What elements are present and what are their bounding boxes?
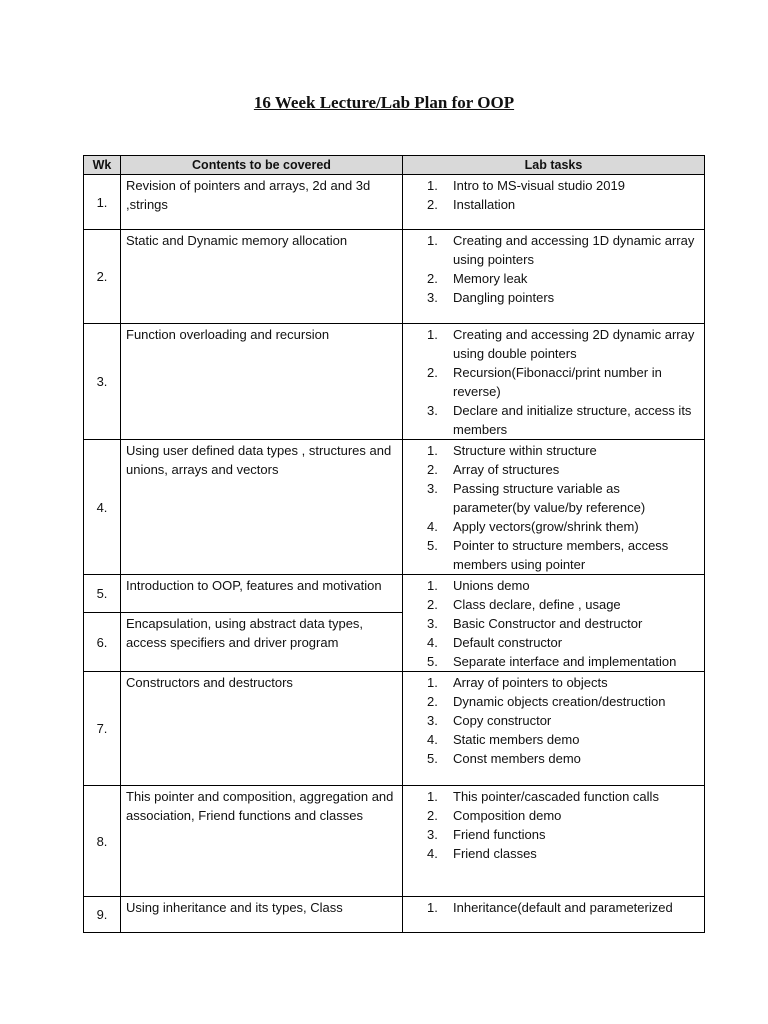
lab-task-item	[427, 898, 699, 917]
lab-tasks-cell	[403, 672, 705, 786]
lab-task-item	[427, 176, 699, 195]
contents-cell: Introduction to OOP, features and motivation	[121, 575, 403, 613]
lab-task-item	[427, 231, 699, 269]
contents-cell: This pointer and composition, aggregation and association, Friend functions and classes	[121, 786, 403, 897]
lab-task-text: Memory leak	[453, 271, 528, 286]
lab-task-text: Array of pointers to objects	[453, 675, 608, 690]
lab-task-item	[427, 576, 699, 595]
lab-task-number: 3.	[427, 713, 438, 728]
lab-tasks-cell	[403, 575, 705, 672]
lab-task-number: 1.	[427, 900, 438, 915]
lab-task-number: 3.	[427, 481, 438, 496]
lab-task-text: Creating and accessing 1D dynamic array using pointers	[453, 233, 695, 267]
lab-task-item	[427, 269, 699, 288]
week-number-cell: 8.	[84, 786, 121, 897]
table-row	[84, 175, 705, 230]
table-row	[84, 672, 705, 786]
lab-tasks-cell	[403, 786, 705, 897]
lab-task-item	[427, 479, 699, 517]
lab-task-number: 2.	[427, 271, 438, 286]
lab-task-text: Creating and accessing 2D dynamic array using double pointers	[453, 327, 695, 361]
lab-task-number: 1.	[427, 578, 438, 593]
lab-task-text: Structure within structure	[453, 443, 597, 458]
lab-task-item	[427, 517, 699, 536]
lab-task-list	[427, 325, 699, 439]
lab-task-list	[427, 231, 699, 307]
lab-tasks-cell	[403, 230, 705, 324]
lab-task-text: Recursion(Fibonacci/print number in reverse)	[453, 365, 662, 399]
table-row	[84, 786, 705, 897]
lab-task-text: Intro to MS-visual studio 2019	[453, 178, 625, 193]
contents-cell: Using user defined data types , structures and unions, arrays and vectors	[121, 440, 403, 575]
lab-task-number: 1.	[427, 675, 438, 690]
lab-task-item	[427, 460, 699, 479]
lab-task-number: 3.	[427, 616, 438, 631]
lab-task-item	[427, 195, 699, 214]
lab-task-text: Unions demo	[453, 578, 530, 593]
lab-task-text: Dynamic objects creation/destruction	[453, 694, 666, 709]
contents-cell: Function overloading and recursion	[121, 324, 403, 440]
lab-task-number: 4.	[427, 732, 438, 747]
lab-task-item	[427, 536, 699, 574]
lab-task-text: Separate interface and implementation	[453, 654, 677, 669]
lab-task-text: Installation	[453, 197, 516, 212]
lab-task-text: Friend classes	[453, 846, 537, 861]
lab-task-text: Passing structure variable as parameter(by value/by reference)	[453, 481, 646, 515]
lab-task-text: Const members demo	[453, 751, 581, 766]
lab-task-number: 2.	[427, 597, 438, 612]
table-row	[84, 230, 705, 324]
lab-task-item	[427, 401, 699, 439]
contents-cell: Constructors and destructors	[121, 672, 403, 786]
week-number-cell: 7.	[84, 672, 121, 786]
lab-task-list	[427, 673, 699, 768]
table-row	[84, 897, 705, 933]
lab-task-list	[427, 441, 699, 574]
lab-task-number: 5.	[427, 751, 438, 766]
lab-task-list	[427, 787, 699, 863]
lab-task-item	[427, 692, 699, 711]
lab-task-text: Friend functions	[453, 827, 546, 842]
week-number-cell: 9.	[84, 897, 121, 933]
lab-task-text: Dangling pointers	[453, 290, 555, 305]
contents-cell: Encapsulation, using abstract data types, access specifiers and driver program	[121, 613, 403, 672]
lab-task-text: Static members demo	[453, 732, 580, 747]
week-number-cell: 2.	[84, 230, 121, 324]
lab-task-item	[427, 806, 699, 825]
lab-plan-table	[83, 155, 705, 933]
lab-task-item	[427, 844, 699, 863]
week-number-cell: 6.	[84, 613, 121, 672]
lab-task-number: 2.	[427, 694, 438, 709]
lab-tasks-cell	[403, 324, 705, 440]
lab-task-number: 1.	[427, 233, 438, 248]
lab-tasks-cell	[403, 175, 705, 230]
lab-task-item	[427, 325, 699, 363]
lab-task-list	[427, 576, 699, 671]
lab-task-text: Apply vectors(grow/shrink them)	[453, 519, 639, 534]
lab-task-text: This pointer/cascaded function calls	[453, 789, 659, 804]
lab-tasks-cell	[403, 440, 705, 575]
header-lab-tasks: Lab tasks	[403, 156, 705, 175]
lab-task-number: 1.	[427, 327, 438, 342]
lab-task-item	[427, 595, 699, 614]
table-body	[84, 175, 705, 933]
lab-task-text: Array of structures	[453, 462, 560, 477]
lab-task-number: 2.	[427, 197, 438, 212]
week-number-cell: 3.	[84, 324, 121, 440]
table-row	[84, 575, 705, 613]
lab-task-text: Copy constructor	[453, 713, 552, 728]
header-wk: Wk	[84, 156, 121, 175]
lab-task-number: 1.	[427, 443, 438, 458]
lab-task-number: 3.	[427, 290, 438, 305]
contents-cell: Revision of pointers and arrays, 2d and 3d ,strings	[121, 175, 403, 230]
table-header-row	[84, 156, 705, 175]
lab-task-item	[427, 787, 699, 806]
lab-task-number: 4.	[427, 635, 438, 650]
lab-task-number: 1.	[427, 789, 438, 804]
lab-task-list	[427, 176, 699, 214]
lab-task-item	[427, 363, 699, 401]
lab-task-text: Default constructor	[453, 635, 563, 650]
lab-task-item	[427, 749, 699, 768]
lab-tasks-cell	[403, 897, 705, 933]
lab-task-number: 3.	[427, 403, 438, 418]
week-number-cell: 1.	[84, 175, 121, 230]
contents-cell: Static and Dynamic memory allocation	[121, 230, 403, 324]
page-title: 16 Week Lecture/Lab Plan for OOP	[253, 93, 515, 112]
lab-task-item	[427, 652, 699, 671]
lab-task-number: 4.	[427, 846, 438, 861]
lab-task-text: Pointer to structure members, access members using pointer	[453, 538, 669, 572]
lab-task-number: 2.	[427, 462, 438, 477]
lab-task-number: 2.	[427, 365, 438, 380]
lab-task-item	[427, 673, 699, 692]
header-contents: Contents to be covered	[121, 156, 403, 175]
lab-task-item	[427, 633, 699, 652]
contents-cell: Using inheritance and its types, Class	[121, 897, 403, 933]
lab-task-text: Declare and initialize structure, access its members	[453, 403, 692, 437]
week-number-cell: 4.	[84, 440, 121, 575]
lab-task-list	[427, 898, 699, 917]
lab-task-number: 5.	[427, 654, 438, 669]
lab-task-item	[427, 288, 699, 307]
lab-task-text: Basic Constructor and destructor	[453, 616, 643, 631]
lab-task-number: 2.	[427, 808, 438, 823]
table-row	[84, 324, 705, 440]
lab-task-item	[427, 614, 699, 633]
lab-task-item	[427, 441, 699, 460]
week-number-cell: 5.	[84, 575, 121, 613]
lab-task-number: 4.	[427, 519, 438, 534]
lab-task-text: Inheritance(default and parameterized	[453, 900, 673, 915]
lab-task-text: Composition demo	[453, 808, 562, 823]
lab-task-text: Class declare, define , usage	[453, 597, 621, 612]
lab-task-item	[427, 730, 699, 749]
lab-task-item	[427, 825, 699, 844]
lab-task-number: 1.	[427, 178, 438, 193]
table-row	[84, 440, 705, 575]
lab-task-number: 5.	[427, 538, 438, 553]
lab-task-item	[427, 711, 699, 730]
lab-task-number: 3.	[427, 827, 438, 842]
